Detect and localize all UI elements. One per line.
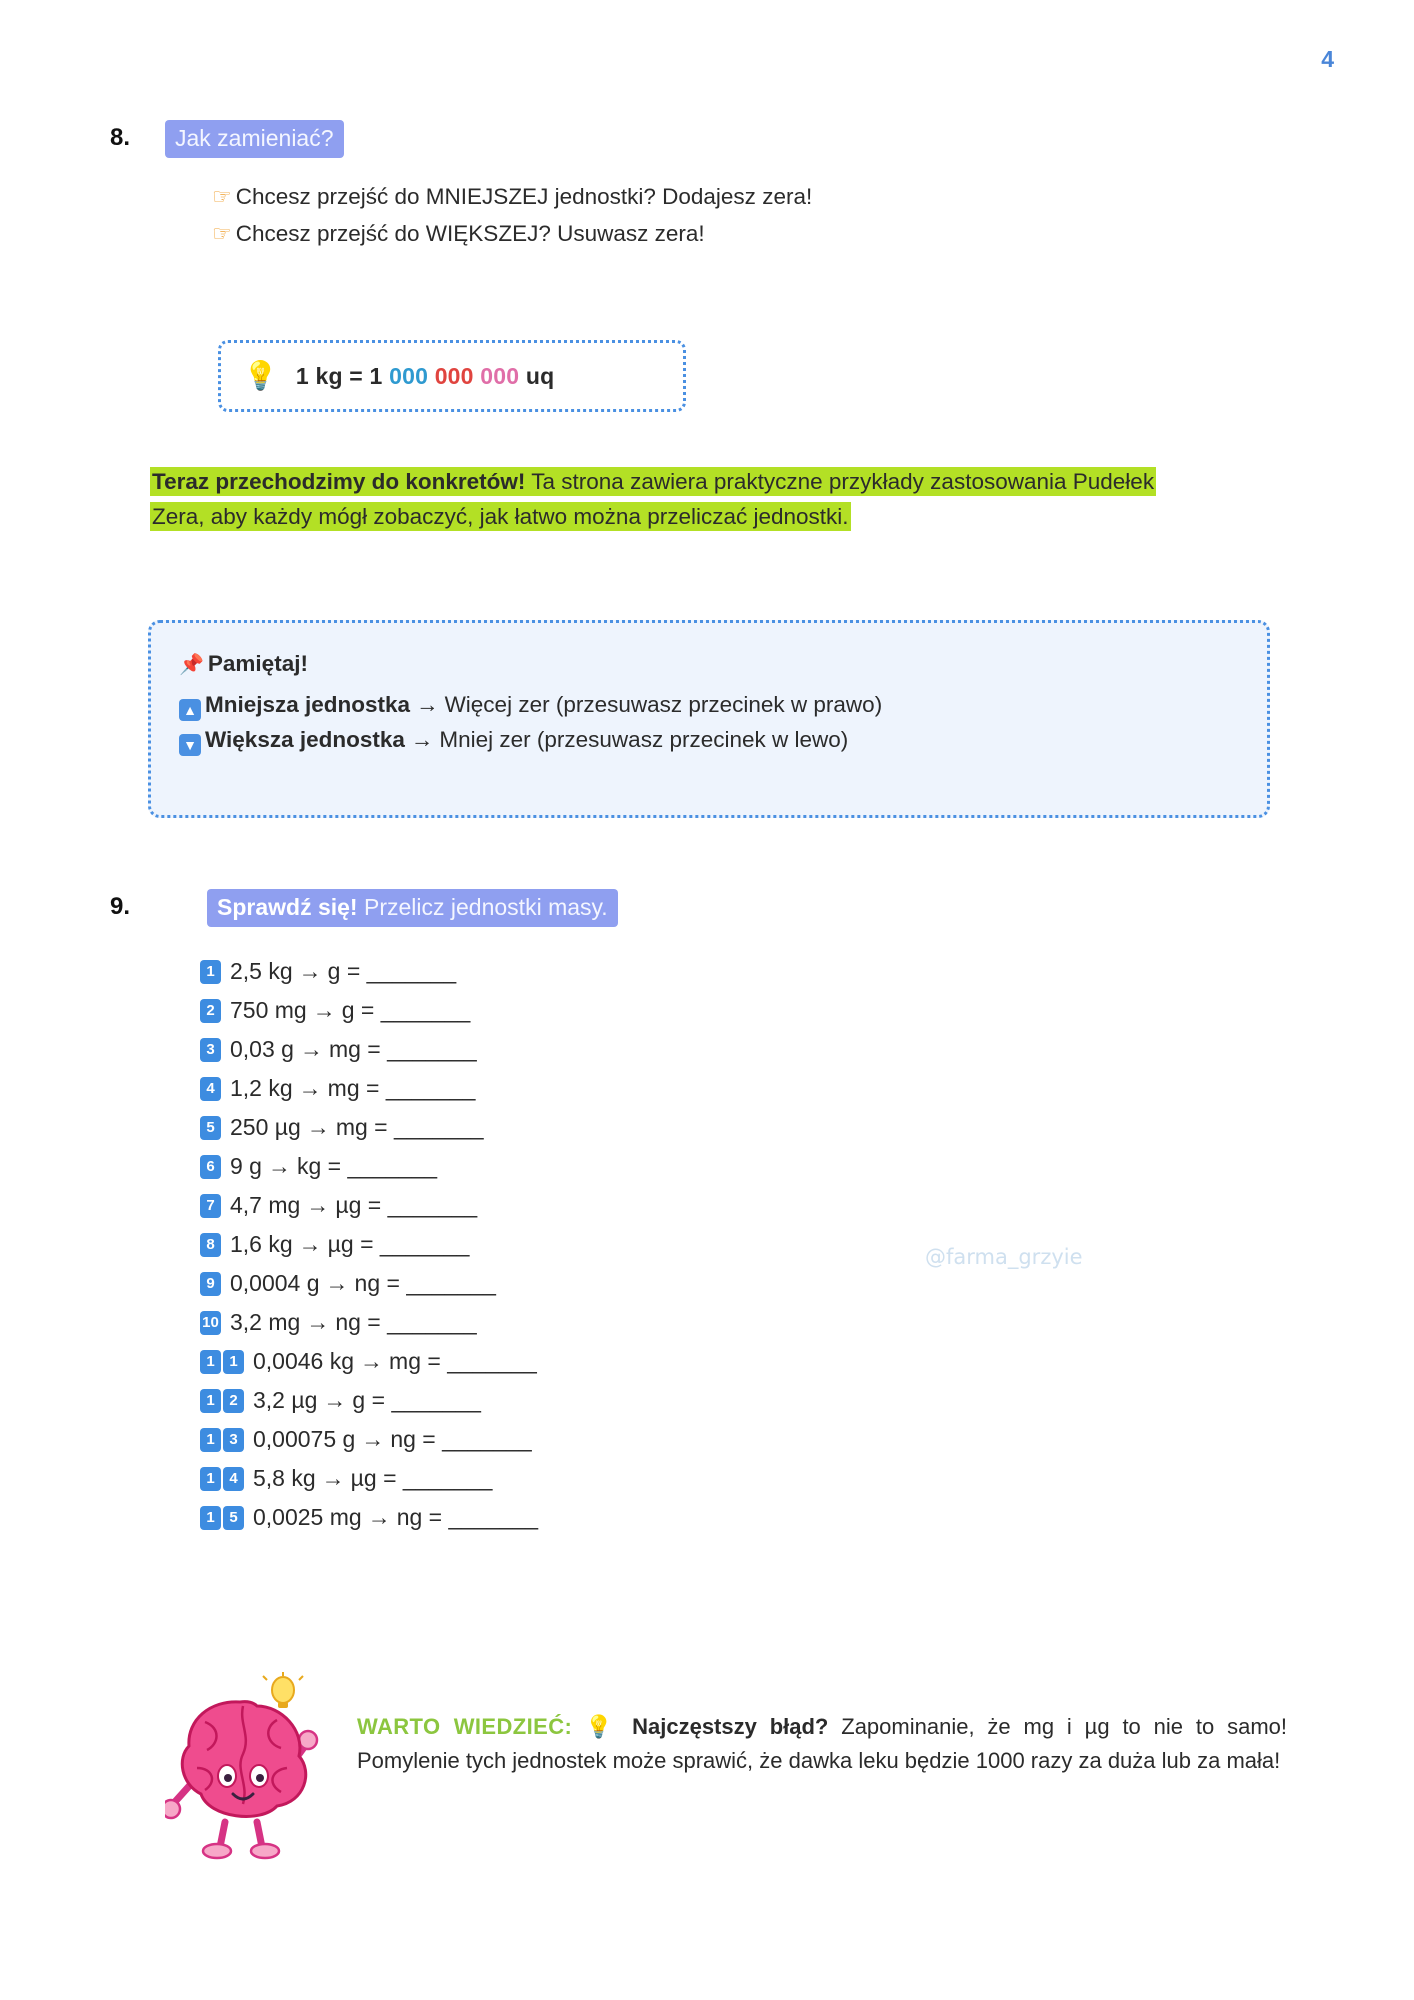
remember-heading-text: Pamiętaj! (207, 651, 308, 676)
answer-blank[interactable]: _______ (447, 1348, 537, 1374)
remember-line-1-bold: Mniejsza jednostka (205, 691, 411, 717)
task-target: g (341, 997, 355, 1023)
exercise-8-bullet-1 (212, 183, 812, 210)
page-number: 4 (1321, 46, 1334, 72)
task-target: µg (335, 1192, 362, 1218)
number-badge: 2 (200, 999, 221, 1023)
arrow-down-icon: ▼ (179, 734, 201, 756)
number-badge: 3 (223, 1428, 244, 1452)
answer-blank[interactable]: _______ (387, 1036, 477, 1062)
number-badge: 7 (200, 1194, 221, 1218)
arrow-right-icon: → (367, 1504, 391, 1530)
task-value: 4,7 mg (230, 1192, 301, 1218)
answer-blank[interactable]: _______ (387, 1309, 477, 1335)
list-item (200, 952, 538, 991)
exercise-9-title-light: Przelicz jednostki masy. (364, 894, 608, 920)
remember-heading (179, 647, 1239, 682)
answer-blank[interactable]: _______ (385, 1075, 476, 1101)
task-value: 750 mg (230, 997, 307, 1023)
list-item (200, 1108, 538, 1147)
watermark: @farma_grzyie (925, 1245, 1083, 1269)
task-text: 3,2 mg → ng = _______ (230, 1309, 477, 1335)
task-value: 1,2 kg (230, 1075, 293, 1101)
lightbulb-icon: 💡 (243, 360, 278, 391)
task-value: 9 g (230, 1153, 262, 1179)
task-value: 0,0046 kg (253, 1348, 355, 1374)
task-value: 0,0004 g (230, 1270, 320, 1296)
answer-blank[interactable]: _______ (402, 1465, 493, 1491)
tip-equation (296, 363, 554, 390)
exercise-8-bullet-1-text: Chcesz przejść do MNIEJSZEJ jednostki? Dodajesz zera! (235, 184, 813, 209)
list-item (200, 1225, 538, 1264)
task-target: mg (328, 1036, 361, 1062)
remember-line-1 (179, 688, 1239, 723)
tip-box (218, 340, 686, 412)
tip-group-2: 000 (434, 362, 474, 389)
task-target: ng (396, 1504, 423, 1530)
task-value: 3,2 mg (230, 1309, 301, 1335)
task-value: 3,2 µg (253, 1387, 318, 1413)
answer-blank[interactable]: _______ (347, 1153, 438, 1179)
task-text: 0,0004 g → ng = _______ (230, 1270, 496, 1296)
item-number (200, 1506, 244, 1530)
number-badge: 4 (223, 1467, 244, 1491)
exercise-9-title-strong: Sprawdź się! (217, 894, 358, 920)
remember-line-2-text: Mniej zer (przesuwasz przecinek w lewo) (439, 726, 849, 752)
arrow-right-icon: → (323, 1387, 347, 1413)
item-number (200, 1194, 221, 1218)
task-target: kg (296, 1153, 322, 1179)
item-number (200, 1467, 244, 1491)
answer-blank[interactable]: _______ (379, 1231, 470, 1257)
task-list (200, 952, 538, 1537)
number-badge: 5 (200, 1116, 221, 1140)
task-target: g (352, 1387, 366, 1413)
list-item (200, 1069, 538, 1108)
exercise-8-title-text: Jak zamieniać? (175, 125, 334, 151)
green-paragraph-text: Ta strona zawiera praktyczne przykłady zastosowania Pudełek Zera, aby każdy mógł zobaczyć, jak łatwo można przeliczać jednostki. (152, 469, 1155, 529)
item-number (200, 1272, 221, 1296)
task-target: ng (390, 1426, 416, 1452)
answer-blank[interactable]: _______ (393, 1114, 484, 1140)
arrow-right-icon: → (361, 1426, 385, 1452)
task-text: 0,00075 g → ng = _______ (253, 1426, 532, 1452)
task-target: g (327, 958, 341, 984)
green-highlight-paragraph (150, 465, 1210, 535)
remember-box (148, 620, 1270, 818)
number-badge: 4 (200, 1077, 221, 1101)
arrow-right-icon: → (321, 1465, 345, 1491)
tip-group-3: 000 (480, 362, 520, 389)
item-number (200, 1116, 221, 1140)
footer-bold: Najczęstszy błąd? (632, 1714, 829, 1739)
task-value: 0,0025 mg (253, 1504, 362, 1530)
task-text: 750 mg → g = _______ (230, 997, 471, 1023)
answer-blank[interactable]: _______ (406, 1270, 496, 1296)
answer-blank[interactable]: _______ (387, 1192, 478, 1218)
task-target: µg (327, 1231, 354, 1257)
list-item (200, 1030, 538, 1069)
item-number (200, 1038, 221, 1062)
arrow-right-icon: → (306, 1114, 330, 1140)
task-target: mg (389, 1348, 421, 1374)
number-badge: 1 (200, 1350, 221, 1374)
task-text: 0,0025 mg → ng = _______ (253, 1504, 539, 1530)
task-value: 1,6 kg (230, 1231, 293, 1257)
list-item (200, 1381, 538, 1420)
footer-label: WARTO WIEDZIEĆ: (357, 1714, 573, 1739)
arrow-right-icon: → (312, 997, 336, 1023)
exercise-8-number: 8. (110, 124, 131, 151)
answer-blank[interactable]: _______ (442, 1426, 532, 1452)
task-text: 250 µg → mg = _______ (230, 1114, 484, 1140)
task-target: ng (335, 1309, 361, 1335)
arrow-right-icon: → (306, 1309, 330, 1335)
task-text: 0,03 g → mg = _______ (230, 1036, 477, 1062)
task-text: 9 g → kg = _______ (230, 1153, 438, 1179)
number-badge: 8 (200, 1233, 221, 1257)
number-badge: 1 (223, 1350, 244, 1374)
number-badge: 9 (200, 1272, 221, 1296)
arrow-right-icon: → (267, 1153, 291, 1179)
task-value: 250 µg (230, 1114, 301, 1140)
arrow-right-icon: → (325, 1270, 349, 1296)
arrow-up-icon: ▲ (179, 699, 201, 721)
remember-line-2 (179, 723, 1239, 758)
list-item (200, 1459, 538, 1498)
number-badge: 6 (200, 1155, 221, 1179)
exercise-9-title (207, 889, 618, 927)
task-text: 5,8 kg → µg = _______ (253, 1465, 493, 1491)
number-badge: 1 (200, 1389, 221, 1413)
tip-suffix: uq (525, 362, 555, 389)
number-badge: 2 (223, 1389, 244, 1413)
arrow-right-icon: → (299, 1036, 323, 1062)
number-badge: 5 (223, 1506, 244, 1530)
number-badge: 1 (200, 960, 221, 984)
list-item (200, 1303, 538, 1342)
number-badge: 1 (200, 1467, 221, 1491)
lightbulb-icon: 💡 (585, 1714, 620, 1739)
item-number (200, 960, 221, 984)
exercise-8-bullet-2-text: Chcesz przejść do WIĘKSZEJ? Usuwasz zera! (235, 221, 705, 246)
task-text: 1,2 kg → mg = _______ (230, 1075, 476, 1101)
exercise-9-number: 9. (110, 893, 131, 920)
item-number (200, 1155, 221, 1179)
task-value: 0,03 g (230, 1036, 294, 1062)
task-target: µg (350, 1465, 377, 1491)
answer-blank[interactable]: _______ (366, 958, 457, 984)
footer-note (357, 1710, 1287, 1778)
list-item (200, 991, 538, 1030)
task-text: 4,7 mg → µg = _______ (230, 1192, 478, 1218)
item-number (200, 1389, 244, 1413)
answer-blank[interactable]: _______ (380, 997, 471, 1023)
item-number (200, 1077, 221, 1101)
task-value: 2,5 kg (230, 958, 293, 984)
footer-text: Zapominanie, że mg i µg to nie to samo! Pomylenie tych jednostek może sprawić, że dawka leku będzie 1000 razy za duża lub za mała! (357, 1714, 1287, 1774)
answer-blank[interactable]: _______ (448, 1504, 539, 1530)
exercise-8-title (165, 120, 344, 158)
number-badge: 3 (200, 1038, 221, 1062)
list-item (200, 1264, 538, 1303)
number-badge: 10 (200, 1311, 221, 1335)
list-item (200, 1498, 538, 1537)
exercise-8-bullet-2 (212, 220, 705, 247)
list-item (200, 1147, 538, 1186)
tip-group-1: 000 (389, 362, 429, 389)
item-number (200, 999, 221, 1023)
item-number (200, 1233, 221, 1257)
task-text: 3,2 µg → g = _______ (253, 1387, 481, 1413)
list-item (200, 1342, 538, 1381)
arrow-right-icon: → (416, 691, 439, 717)
pointing-hand-icon: ☞ (212, 221, 232, 246)
task-target: mg (335, 1114, 368, 1140)
list-item (200, 1420, 538, 1459)
item-number (200, 1311, 221, 1335)
number-badge: 1 (200, 1428, 221, 1452)
arrow-right-icon: → (298, 1231, 322, 1257)
remember-line-2-bold: Większa jednostka (205, 726, 405, 752)
task-target: ng (354, 1270, 381, 1296)
answer-blank[interactable]: _______ (391, 1387, 481, 1413)
arrow-right-icon: → (360, 1348, 384, 1374)
brain-mascot-icon (165, 1672, 335, 1862)
arrow-right-icon: → (410, 726, 434, 752)
task-text: 1,6 kg → µg = _______ (230, 1231, 470, 1257)
tip-prefix: 1 kg = 1 (295, 362, 383, 389)
task-text: 2,5 kg → g = _______ (230, 958, 457, 984)
item-number (200, 1350, 244, 1374)
number-badge: 1 (200, 1506, 221, 1530)
task-value: 0,00075 g (253, 1426, 356, 1452)
pushpin-icon: 📌 (179, 654, 204, 676)
arrow-right-icon: → (298, 958, 322, 984)
remember-line-1-text: Więcej zer (przesuwasz przecinek w prawo) (444, 691, 883, 717)
task-value: 5,8 kg (253, 1465, 316, 1491)
task-target: mg (327, 1075, 360, 1101)
green-paragraph-bold: Teraz przechodzimy do konkretów! (152, 469, 526, 494)
item-number (200, 1428, 244, 1452)
task-text: 0,0046 kg → mg = _______ (253, 1348, 537, 1374)
arrow-right-icon: → (298, 1075, 322, 1101)
list-item (200, 1186, 538, 1225)
pointing-hand-icon: ☞ (212, 184, 232, 209)
arrow-right-icon: → (306, 1192, 330, 1218)
